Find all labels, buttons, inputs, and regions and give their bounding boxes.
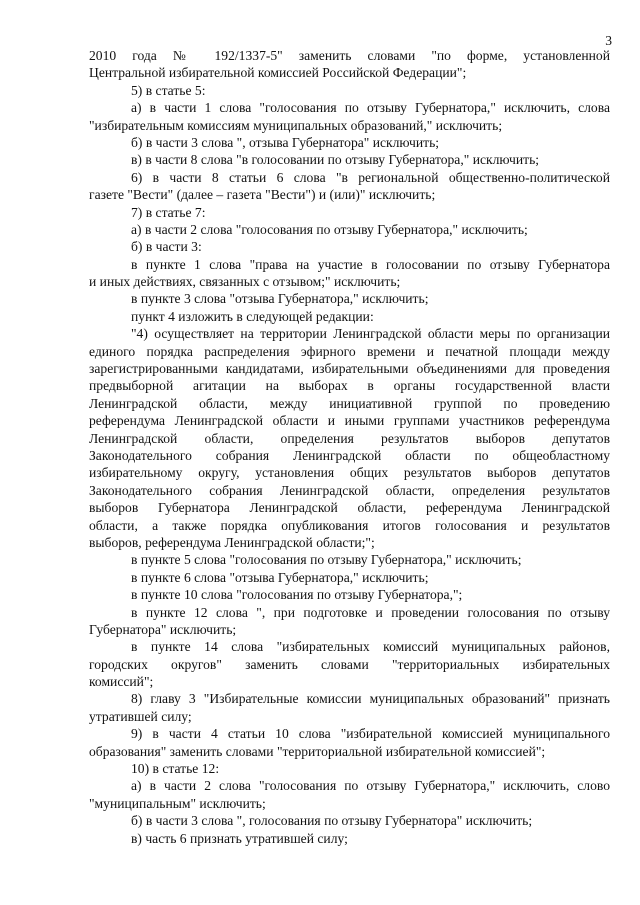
- text-line: выборов Губернатора Ленинградской области, референдума Ленинградской: [89, 500, 610, 516]
- document-body: [89, 47, 610, 847]
- text-line: Центральной избирательной комиссией Российской Федерации";: [89, 65, 467, 81]
- text-line: в пункте 1 слова "права на участие в голосовании по отзыву Губернатора: [131, 256, 610, 272]
- text-line: газете "Вести" (далее – газета "Вести") и (или)" исключить;: [89, 187, 436, 203]
- text-line: 6) в части 8 статьи 6 слова "в региональной общественно-политической: [131, 169, 610, 185]
- text-line: образования" заменить словами "территориальной избирательной комиссией";: [89, 743, 546, 759]
- text-line: комиссий";: [89, 674, 154, 690]
- text-line: пункт 4 изложить в следующей редакции:: [131, 308, 374, 324]
- text-line: Губернатора" исключить;: [89, 621, 237, 637]
- text-line: в) в части 8 слова "в голосовании по отзыву Губернатора," исключить;: [131, 152, 540, 168]
- text-line: 10) в статье 12:: [131, 761, 220, 777]
- text-line: области, а также порядка опубликования итогов голосования и результатов: [89, 517, 610, 533]
- text-line: 5) в статье 5:: [131, 82, 206, 98]
- text-line: в пункте 6 слова "отзыва Губернатора," исключить;: [131, 569, 429, 585]
- text-line: 2010 года № 192/1337-5" заменить словами "по форме, установленной: [89, 48, 610, 63]
- text-line: Ленинградской области, определения результатов выборов депутатов: [89, 430, 610, 446]
- text-line: Ленинградской области, между инициативной группой по проведению: [89, 395, 610, 411]
- text-line: б) в части 3 слова ", отзыва Губернатора" исключить;: [131, 134, 440, 150]
- text-line: 9) в части 4 статьи 10 слова "избирательной комиссией муниципального: [131, 726, 610, 742]
- text-line: "избирательным комиссиям муниципальных образований," исключить;: [89, 117, 503, 133]
- text-line: и иных действиях, связанных с отзывом;" исключить;: [89, 274, 401, 290]
- text-line: утратившей силу;: [89, 708, 192, 724]
- text-line: "муниципальным" исключить;: [89, 795, 266, 811]
- text-line: а) в части 2 слова "голосования по отзыву Губернатора," исключить;: [131, 221, 528, 237]
- text-line: в пункте 12 слова ", при подготовке и проведении голосования по отзыву: [131, 604, 610, 620]
- text-line: 7) в статье 7:: [131, 204, 206, 220]
- text-line: городских округов" заменить словами "территориальных избирательных: [89, 656, 610, 672]
- text-line: 8) главу 3 "Избирательные комиссии муниципальных образований" признать: [131, 691, 610, 707]
- text-line: б) в части 3:: [131, 239, 202, 255]
- text-line: в пункте 3 слова "отзыва Губернатора," исключить;: [131, 291, 429, 307]
- text-line: единого порядка распределения эфирного времени и печатной площади между: [89, 343, 610, 359]
- text-line: избирательному округу, установления общих результатов выборов депутатов: [89, 465, 610, 481]
- text-line: а) в части 1 слова "голосования по отзыву Губернатора," исключить, слова: [131, 100, 610, 116]
- text-line: в пункте 5 слова "голосования по отзыву Губернатора," исключить;: [131, 552, 522, 568]
- text-line: референдума Ленинградской области и иными группами участников референдума: [89, 413, 610, 429]
- text-line: б) в части 3 слова ", голосования по отзыву Губернатора" исключить;: [131, 813, 533, 829]
- text-line: выборов, референдума Ленинградской области;";: [89, 534, 375, 550]
- text-line: в пункте 14 слова "избирательных комиссий муниципальных районов,: [131, 639, 610, 655]
- text-line: "4) осуществляет на территории Ленинградской области меры по организации: [131, 326, 610, 342]
- text-line: в) часть 6 признать утратившей силу;: [131, 830, 348, 846]
- text-line: предвыборной агитации на выборах в органы государственной власти: [89, 378, 610, 394]
- text-line: зарегистрированными кандидатами, избирательными объединениями для проведения: [89, 361, 610, 377]
- page-number: 3: [605, 33, 612, 48]
- text-line: в пункте 10 слова "голосования по отзыву Губернатора,";: [131, 587, 463, 603]
- text-line: а) в части 2 слова "голосования по отзыву Губернатора," исключить, слово: [131, 778, 610, 794]
- text-line: Законодательного собрания Ленинградской области, определения результатов: [89, 482, 610, 498]
- text-line: Законодательного собрания Ленинградской области по общеобластному: [89, 447, 610, 463]
